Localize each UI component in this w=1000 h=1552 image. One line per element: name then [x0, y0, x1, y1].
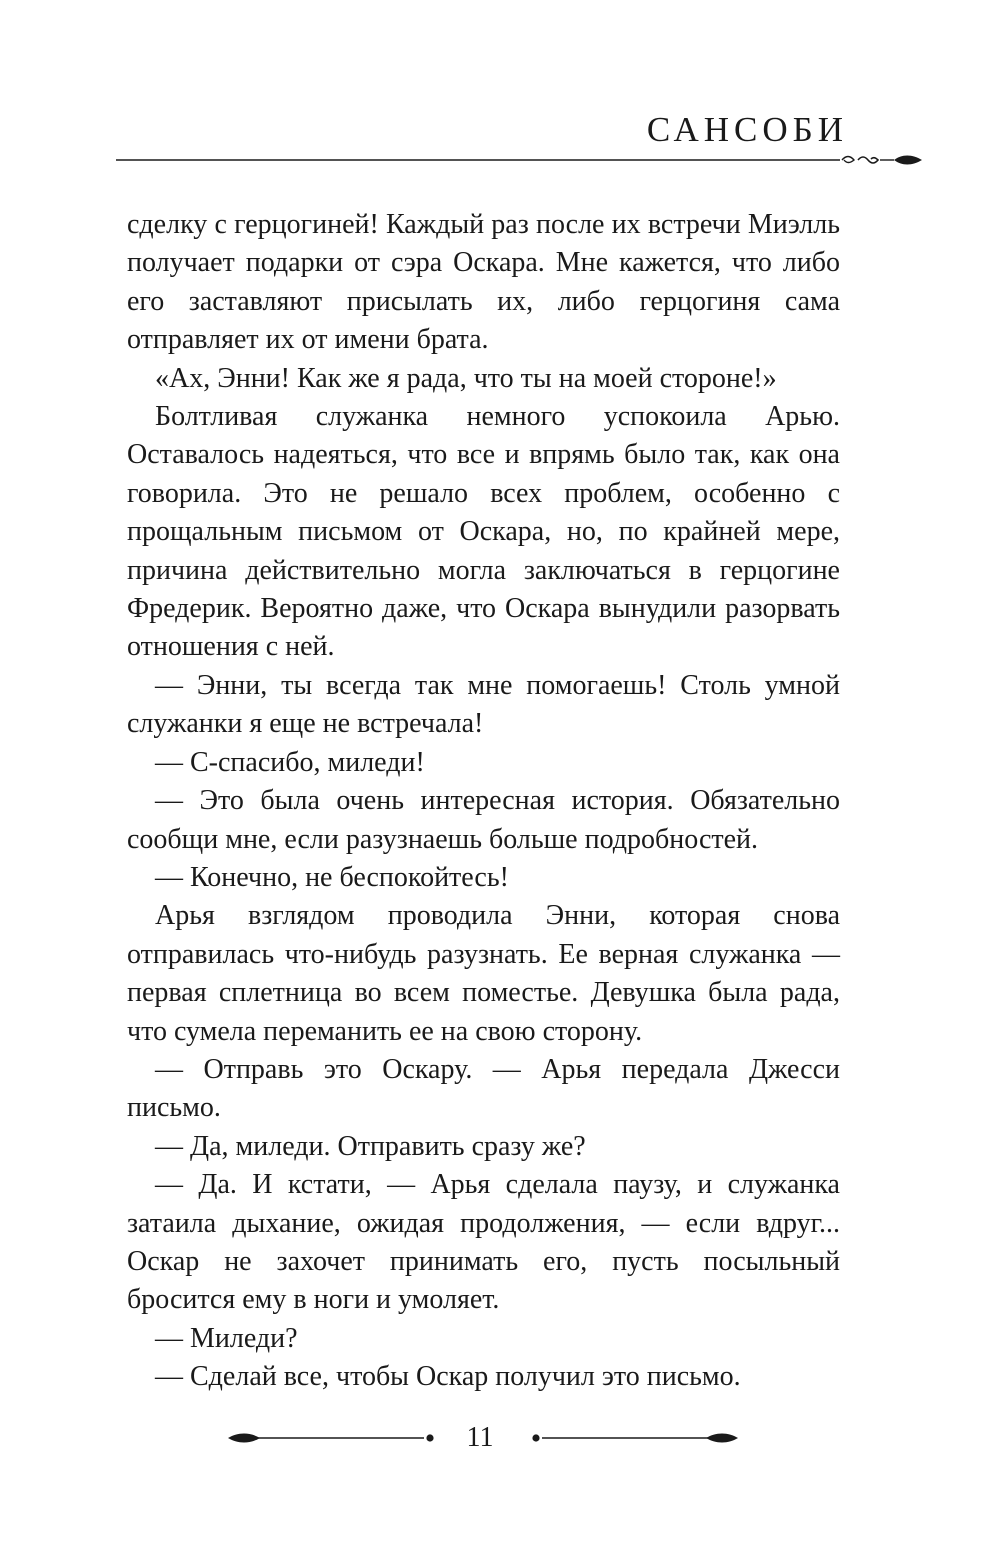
paragraph: «Ах, Энни! Как же я рада, что ты на моей стороне!»	[155, 362, 777, 394]
footer-ornament-left	[228, 1426, 436, 1450]
page-number: 11	[466, 1422, 494, 1453]
dialogue-line: — Да, миледи. Отправить сразу же?	[155, 1130, 586, 1162]
dialogue-line: — Энни, ты всегда так мне помогаешь! Столь умной служанки я еще не встречала!	[127, 669, 840, 740]
page-footer	[0, 1418, 1000, 1458]
dialogue-line: — С-спасибо, миледи!	[155, 746, 425, 778]
dialogue-line: — Конечно, не беспокойтесь!	[155, 861, 509, 893]
footer-ornament-right	[530, 1426, 738, 1450]
dialogue-line: — Отправь это Оскару. — Арья передала Джесси письмо.	[127, 1053, 840, 1124]
paragraph: Арья взглядом проводила Энни, которая снова отправилась что-нибудь разузнать. Ее верная служанка — первая сплетница во всем поместье. Девушка была рада, что сумела переманить ее на свою сторону.	[127, 900, 840, 1047]
dialogue-line: — Это была очень интересная история. Обязательно сообщи мне, если разузнаешь больше подробностей.	[127, 785, 840, 855]
header-ornament-rule	[116, 148, 926, 172]
paragraph: Болтливая служанка немного успокоила Арью. Оставалось надеяться, что все и впрямь было так, как она говорила. Это не решало всех проблем, особенно с прощальным письмом от Оскара, но, по крайней мере, причина действительно могла заключаться в герцогине Фредерик. Вероятно даже, что Оскара вынудили разорвать отношения с ней.	[127, 401, 840, 663]
running-head-title: САНСОБИ	[646, 110, 848, 149]
dialogue-line: — Миледи?	[155, 1322, 298, 1354]
paragraph: сделку с герцогиней! Каждый раз после их встречи Миэлль получает подарки от сэра Оскара. Мне кажется, что либо его заставляют присылать их, либо герцогиня сама отправляет их от имени брата.	[127, 209, 840, 356]
body-text	[127, 206, 840, 1397]
dialogue-line: — Сделай все, чтобы Оскар получил это письмо.	[155, 1361, 741, 1393]
dialogue-line: — Да. И кстати, — Арья сделала паузу, и служанка затаила дыхание, ожидая продолжения, — если вдруг... Оскар не захочет принимать его, пусть посыльный бросится ему в ноги и умоляет.	[127, 1169, 840, 1316]
